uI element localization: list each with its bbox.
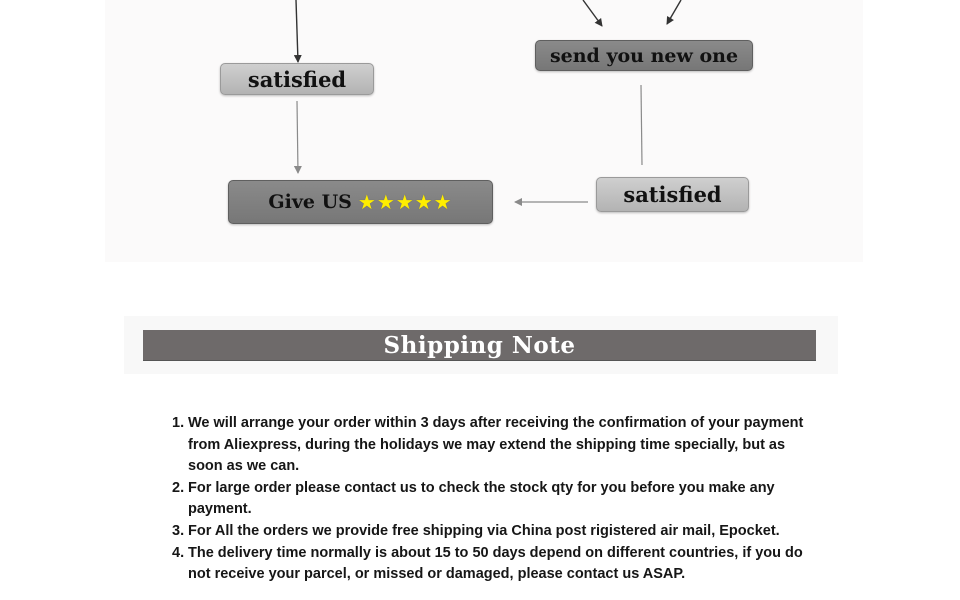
send-new-node bbox=[535, 40, 753, 71]
satisfied-node-left-label: satisfied bbox=[247, 66, 347, 92]
shipping-note-number: 4. bbox=[172, 544, 185, 561]
give-us-label: Give US bbox=[268, 191, 352, 213]
shipping-note-number: 2. bbox=[172, 479, 185, 496]
shipping-notes-list bbox=[168, 413, 808, 586]
arrow-into-satisfied-left bbox=[296, 0, 298, 62]
shipping-note-item bbox=[168, 478, 808, 521]
send-new-node-label: send you new one bbox=[549, 44, 739, 67]
give-us-stars-node bbox=[228, 180, 493, 224]
shipping-note-text: For large order please contact us to check the stock qty for you before you make any payment. bbox=[188, 479, 775, 518]
satisfied-node-right-label: satisfied bbox=[623, 182, 722, 207]
shipping-note-number: 3. bbox=[172, 522, 185, 539]
five-star-icon: ★★★★★ bbox=[357, 190, 453, 214]
arrow-into-send-new-right bbox=[667, 0, 681, 24]
arrow-into-send-new-left bbox=[583, 0, 602, 26]
satisfied-node-right bbox=[596, 177, 749, 212]
shipping-note-text: We will arrange your order within 3 days after receiving the confirmation of your payment from Aliexpress, during the holidays we may extend the shipping time specially, but as soon as we can. bbox=[188, 415, 804, 475]
shipping-note-title-bar bbox=[143, 330, 816, 361]
arrow-satisfied-to-give-us bbox=[297, 101, 298, 173]
shipping-note-number: 1. bbox=[172, 415, 185, 431]
satisfied-node-left bbox=[220, 63, 374, 95]
shipping-note-item bbox=[168, 543, 808, 586]
shipping-note-item bbox=[168, 413, 808, 478]
shipping-note-title: Shipping Note bbox=[383, 331, 576, 359]
shipping-note-text: The delivery time normally is about 15 to 50 days depend on different countries, if you do not receive your parcel, or missed or damaged, please contact us ASAP. bbox=[188, 544, 803, 583]
shipping-note-item bbox=[168, 521, 808, 543]
shipping-note-text: For All the orders we provide free shipping via China post rigistered air mail, Epocket. bbox=[188, 522, 780, 539]
arrow-send-new-to-satisfied bbox=[641, 85, 642, 165]
